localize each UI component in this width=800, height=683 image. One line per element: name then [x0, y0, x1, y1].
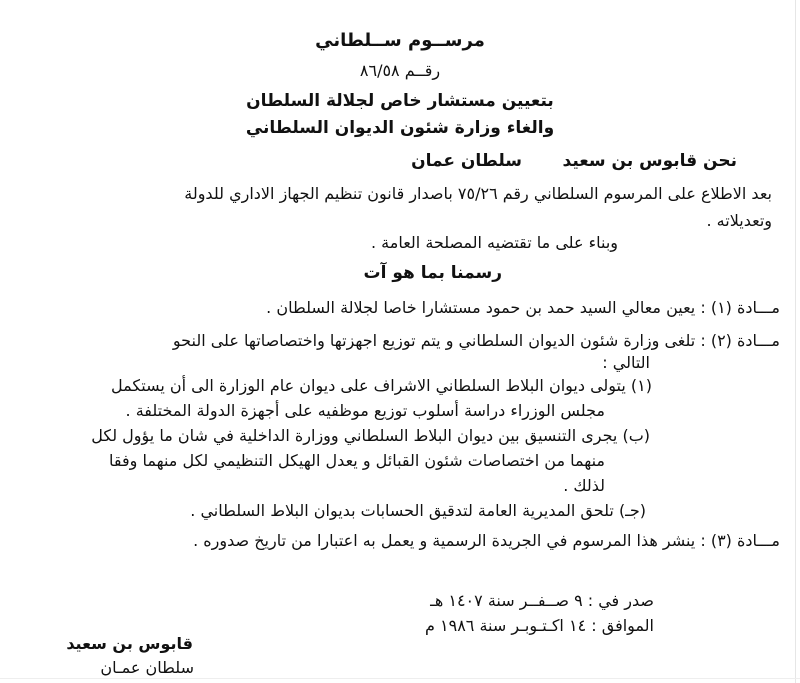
article-2-item-2-line-1: (ب) يجرى التنسيق بين ديوان البلاط السلطاني ووزارة الداخلية في شان ما يؤول لكل	[91, 426, 650, 445]
recital-1: بعد الاطلاع على المرسوم السلطاني رقم ٧٥/٢٦ باصدار قانون تنظيم الجهاز الاداري للدولة	[184, 184, 772, 203]
article-2-item-2-line-2: منهما من اختصاصات شئون القبائل و يعدل الهيكل التنظيمي لكل منهما وفقا	[109, 451, 605, 470]
recital-2: وبناء على ما تقتضيه المصلحة العامة .	[371, 233, 618, 252]
article-3: مـــادة (٣) : ينشر هذا المرسوم في الجريدة الرسمية و يعمل به اعتبارا من تاريخ صدوره .	[193, 531, 780, 550]
signature-name: قابوس بن سعيد	[66, 634, 193, 653]
decree-subject-line2: والغاء وزارة شئون الديوان السلطاني	[245, 118, 555, 138]
issuer-title: سلطان عمان	[411, 151, 522, 171]
article-2-item-2-line-3: لذلك .	[563, 476, 605, 495]
issuance-gregorian-date: الموافق : ١٤ اكـتـوبـر سنة ١٩٨٦ م	[425, 616, 654, 635]
decree-number: رقــم ٨٦/٥٨	[359, 61, 441, 80]
article-2-line-2: التالي :	[602, 353, 650, 372]
article-2-item-1-line-2: مجلس الوزراء دراسة أسلوب توزيع موظفيه على أجهزة الدولة المختلفة .	[125, 401, 605, 420]
decree-title: مرســوم ســلطاني	[315, 30, 485, 51]
page-edge-right	[795, 0, 796, 683]
issuer-name: نحن قابوس بن سعيد	[562, 151, 737, 171]
article-2-line-1: مـــادة (٢) : تلغى وزارة شئون الديوان السلطاني و يتم توزيع اجهزتها واختصاصاتها على النحو	[172, 331, 780, 350]
decree-subject-line1: بتعيين مستشار خاص لجلالة السلطان	[246, 91, 554, 111]
article-2-item-3: (جـ) تلحق المديرية العامة لتدقيق الحسابات بديوان البلاط السلطاني .	[190, 501, 646, 520]
signature-title: سلطان عمـان	[100, 658, 194, 677]
decree-phrase: رسمنا بما هو آت	[363, 263, 502, 283]
recital-1-continued: وتعديلاته .	[706, 211, 772, 230]
article-1: مـــادة (١) : يعين معالي السيد حمد بن حمود مستشارا خاصا لجلالة السلطان .	[266, 298, 780, 317]
page-edge-bottom	[0, 678, 800, 679]
issuance-hijri-date: صدر في : ٩ صــفــر سنة ١٤٠٧ هـ	[430, 591, 654, 610]
article-2-item-1-line-1: (١) يتولى ديوان البلاط السلطاني الاشراف على ديوان عام الوزارة الى أن يستكمل	[111, 376, 652, 395]
